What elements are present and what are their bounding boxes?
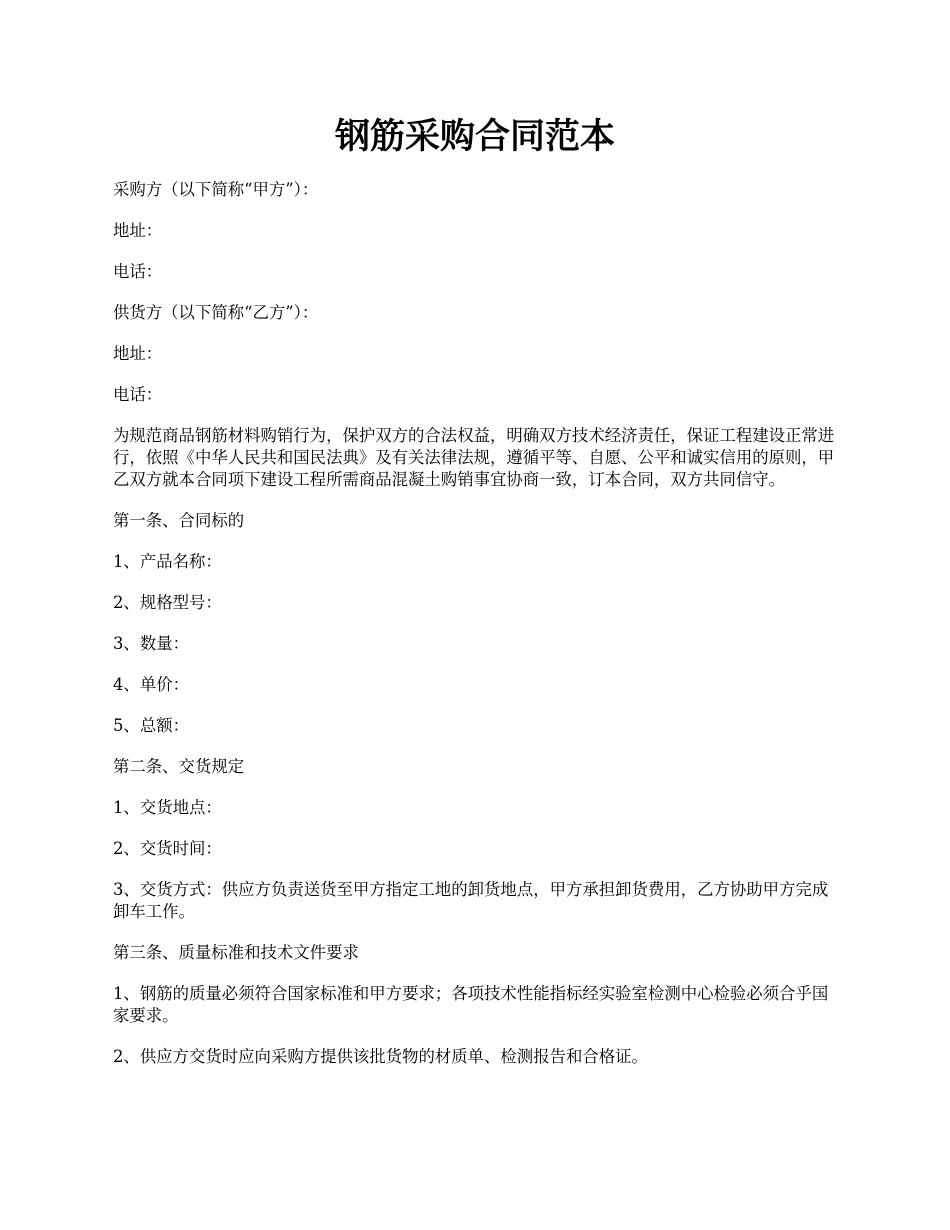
delivery-time-line: 2、交货时间： [113,839,222,858]
total-amount-line: 5、总额： [113,716,189,735]
unit-price-line: 4、单价： [113,675,189,694]
delivery-method-paragraph: 3、交货方式：供应方负责送货至甲方指定工地的卸货地点，甲方承担卸货费用，乙方协助甲方完成卸车工作。 [113,880,829,921]
article-two-heading: 第二条、交货规定 [113,757,245,776]
spec-model-line: 2、规格型号： [113,593,222,612]
article-three-heading: 第三条、质量标准和技术文件要求 [113,943,359,962]
document-title: 钢筋采购合同范本 [334,116,615,157]
article-one-heading: 第一条、合同标的 [113,511,245,530]
quantity-line: 3、数量： [113,634,189,653]
buyer-line: 采购方（以下简称“甲方”）： [113,180,319,199]
document-body [113,179,840,1087]
supplier-phone-line: 电话： [113,385,163,404]
delivery-place-line: 1、交货地点： [113,798,222,817]
supplier-address-line: 地址： [113,344,163,363]
buyer-address-line: 地址： [113,221,163,240]
buyer-phone-line: 电话： [113,262,163,281]
quality-standard-paragraph: 1、钢筋的质量必须符合国家标准和甲方要求；各项技术性能指标经实验室检测中心检验必须合乎国家要求。 [113,984,829,1025]
documentation-paragraph: 2、供应方交货时应向采购方提供该批货物的材质单、检测报告和合格证。 [113,1047,648,1066]
supplier-line: 供货方（以下简称“乙方”）： [113,303,319,322]
product-name-line: 1、产品名称： [113,552,222,571]
preamble-paragraph: 为规范商品钢筋材料购销行为，保护双方的合法权益，明确双方技术经济责任，保证工程建设正常进行，依照《中华人民共和国民法典》及有关法律法规，遵循平等、自愿、公平和诚实信用的原则，甲乙双方就本合同项下建设工程所需商品混凝土购销事宜协商一致，订本合同，双方共同信守。 [113,426,835,489]
